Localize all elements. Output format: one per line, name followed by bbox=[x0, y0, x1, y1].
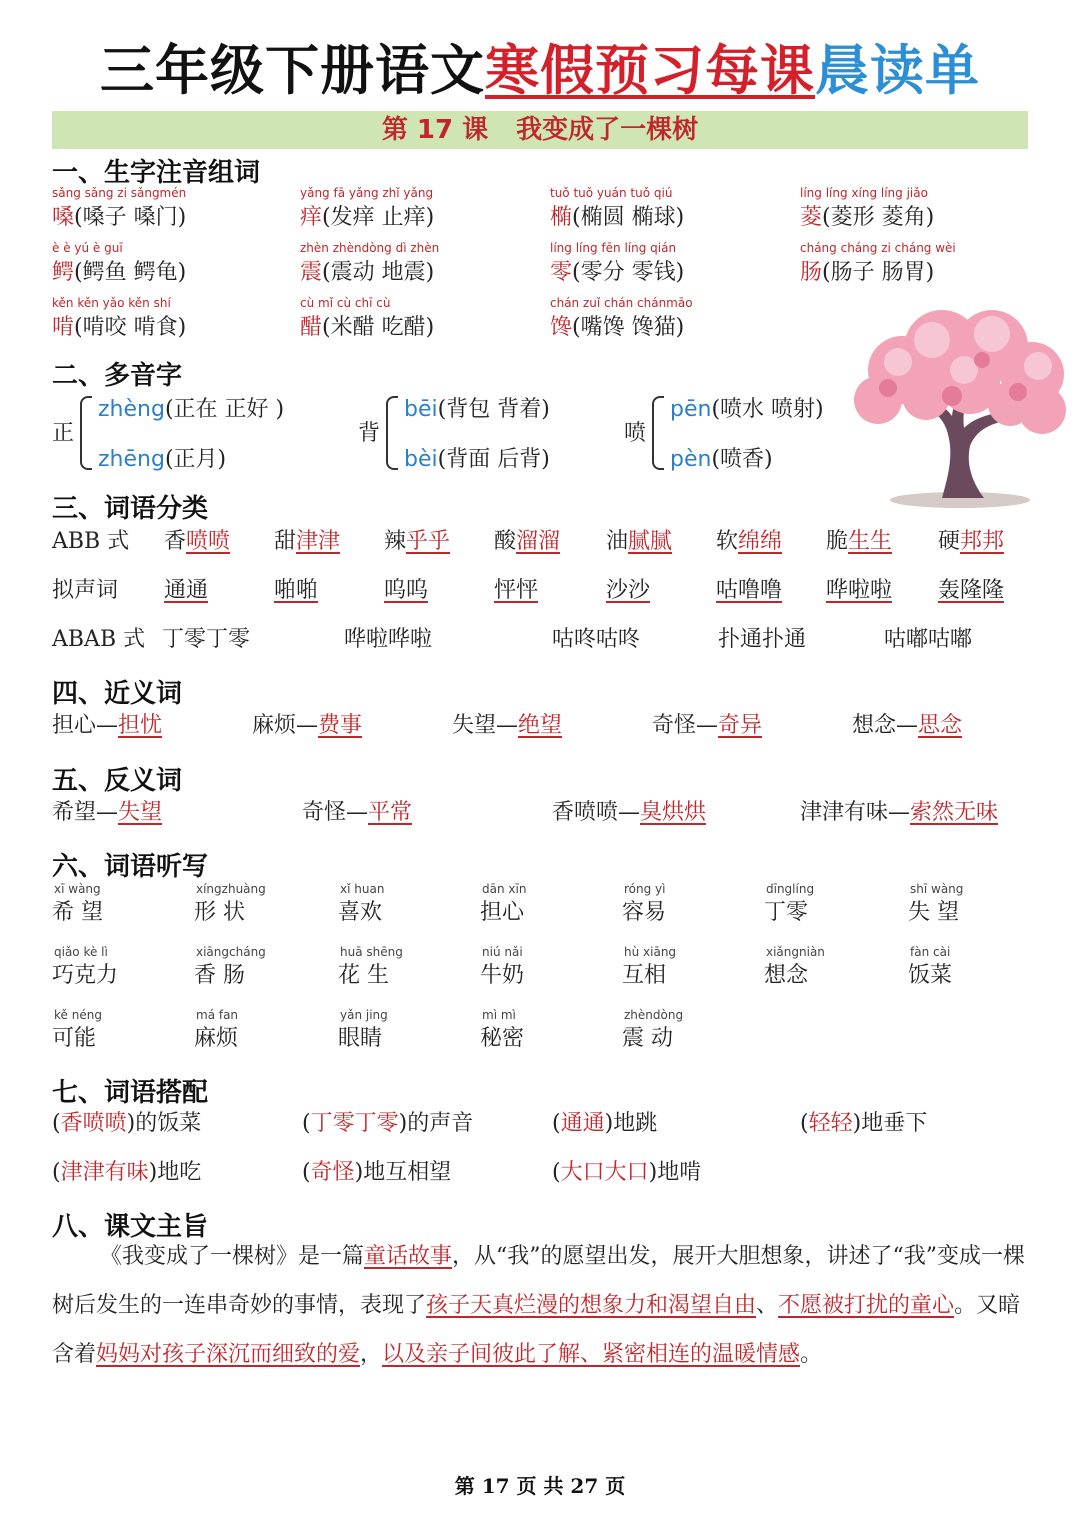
reading-1-pinyin: bēi bbox=[404, 397, 438, 422]
section-5-heading: 五、反义词 bbox=[52, 766, 183, 796]
title-part-3: 晨读单 bbox=[815, 39, 980, 102]
section-2-heading: 二、多音字 bbox=[52, 361, 183, 391]
pinyin-line: yǎng fā yǎng zhǐ yǎng bbox=[300, 186, 434, 200]
abb-word-prefix: 香 bbox=[164, 529, 187, 554]
character-words: (米醋 吃醋) bbox=[322, 315, 435, 340]
collocation-answer: 轻轻 bbox=[808, 1111, 853, 1136]
dictation-pinyin: qiǎo kè lì bbox=[54, 945, 108, 959]
title-part-2: 寒假预习每课 bbox=[485, 39, 815, 102]
open-paren: ( bbox=[552, 1160, 561, 1185]
pinyin-line: kěn kěn yǎo kěn shí bbox=[52, 296, 171, 310]
pair-answer: 思念 bbox=[918, 713, 963, 738]
dictation-word: 失 望 bbox=[908, 900, 959, 925]
abb-word-suffix: 喷喷 bbox=[186, 529, 231, 554]
collocation bbox=[52, 1106, 201, 1137]
reading-2 bbox=[98, 442, 226, 473]
character-entry bbox=[52, 200, 186, 231]
abb-word bbox=[274, 524, 340, 555]
abb-word-prefix: 辣 bbox=[384, 529, 407, 554]
section-8-heading: 八、课文主旨 bbox=[52, 1212, 209, 1242]
new-character: 零 bbox=[550, 260, 573, 285]
summary-highlight-4: 妈妈对孩子深沉而细致的爱 bbox=[96, 1342, 361, 1367]
character-words: (啃咬 啃食) bbox=[74, 315, 187, 340]
character-entry bbox=[300, 200, 434, 231]
dictation-pinyin: dīnglíng bbox=[766, 882, 815, 896]
close-paren: ) bbox=[148, 1160, 158, 1185]
abb-word-suffix: 腻腻 bbox=[628, 529, 673, 554]
character-entry bbox=[800, 255, 934, 286]
abb-word bbox=[826, 524, 892, 555]
pair-word: 香喷喷— bbox=[552, 800, 641, 825]
word-pair bbox=[552, 795, 706, 826]
character-entry bbox=[52, 255, 186, 286]
collocation bbox=[552, 1155, 701, 1186]
abb-word-prefix: 酸 bbox=[494, 529, 517, 554]
open-paren: ( bbox=[302, 1111, 311, 1136]
cherry-blossom-tree-icon bbox=[842, 300, 1072, 510]
character-words: (菱形 菱角) bbox=[822, 205, 935, 230]
section-3-heading: 三、词语分类 bbox=[52, 494, 209, 524]
pair-answer: 平常 bbox=[368, 800, 413, 825]
onomatopoeia-word: 沙沙 bbox=[606, 578, 651, 603]
dictation-word: 想念 bbox=[764, 963, 809, 988]
collocation-answer: 丁零丁零 bbox=[310, 1111, 399, 1136]
dictation-word: 牛奶 bbox=[480, 963, 525, 988]
section-4-heading: 四、近义词 bbox=[52, 679, 183, 709]
dictation-pinyin: xǐ huan bbox=[340, 882, 385, 896]
new-character: 肠 bbox=[800, 260, 823, 285]
onomatopoeia-word: 哗啦啦 bbox=[826, 578, 893, 603]
reading-2-pinyin: zhēng bbox=[98, 447, 165, 472]
dictation-word: 希 望 bbox=[52, 900, 103, 925]
abb-word bbox=[606, 524, 672, 555]
reading-2-pinyin: bèi bbox=[404, 447, 438, 472]
close-paren: ) bbox=[354, 1160, 364, 1185]
abb-word-suffix: 津津 bbox=[296, 529, 341, 554]
close-paren: ) bbox=[604, 1111, 614, 1136]
page-footer: 第 17 页 共 27 页 bbox=[454, 1474, 626, 1498]
abb-word-suffix: 溜溜 bbox=[516, 529, 561, 554]
pair-answer: 奇异 bbox=[718, 713, 763, 738]
dictation-word: 容易 bbox=[622, 900, 667, 925]
abab-word: 咕咚咕咚 bbox=[552, 627, 641, 652]
reading-2-words: (喷香) bbox=[711, 447, 773, 472]
dictation-word: 香 肠 bbox=[194, 963, 245, 988]
abb-word-suffix: 乎乎 bbox=[406, 529, 451, 554]
reading-1 bbox=[670, 392, 824, 423]
dictation-pinyin: hù xiāng bbox=[624, 945, 677, 959]
abb-word-suffix: 邦邦 bbox=[960, 529, 1005, 554]
summary-text-2: ，从“我”的愿望出发，展开大胆想象，讲述了“我”变成一棵树后发生的一连串奇妙的事情，表现了 bbox=[52, 1244, 1026, 1318]
character-words: (嗓子 嗓门) bbox=[74, 205, 187, 230]
dictation-pinyin: xiāngcháng bbox=[196, 945, 266, 959]
collocation bbox=[800, 1106, 927, 1137]
dictation-word: 巧克力 bbox=[52, 963, 119, 988]
abb-word bbox=[716, 524, 782, 555]
lesson-name: 我变成了一棵树 bbox=[516, 115, 699, 145]
dictation-pinyin: zhèndòng bbox=[624, 1008, 684, 1022]
abb-word bbox=[494, 524, 560, 555]
new-character: 震 bbox=[300, 260, 323, 285]
summary-text-6: 。 bbox=[800, 1342, 823, 1367]
collocation-text: 地互相望 bbox=[363, 1160, 452, 1185]
new-character: 菱 bbox=[800, 205, 823, 230]
open-paren: ( bbox=[52, 1111, 61, 1136]
collocation-text: 的饭菜 bbox=[135, 1111, 202, 1136]
dictation-word: 喜欢 bbox=[338, 900, 383, 925]
pair-answer: 失望 bbox=[118, 800, 163, 825]
summary-highlight-1: 童话故事 bbox=[364, 1244, 453, 1269]
character-entry bbox=[550, 255, 684, 286]
abb-word-prefix: 甜 bbox=[274, 529, 297, 554]
abb-word-prefix: 软 bbox=[716, 529, 739, 554]
collocation-text: 地吃 bbox=[157, 1160, 202, 1185]
new-character: 醋 bbox=[300, 315, 323, 340]
collocation-answer: 香喷喷 bbox=[60, 1111, 127, 1136]
abb-word bbox=[938, 524, 1004, 555]
collocation-answer: 津津有味 bbox=[60, 1160, 149, 1185]
dictation-word: 震 动 bbox=[622, 1026, 673, 1051]
character-words: (嘴馋 馋猫) bbox=[572, 315, 685, 340]
onomatopoeia-word: 怦怦 bbox=[494, 578, 539, 603]
abb-label: ABB 式 bbox=[52, 529, 130, 554]
reading-1-pinyin: pēn bbox=[670, 397, 712, 422]
section-1-heading: 一、生字注音组词 bbox=[52, 158, 261, 188]
word-pair bbox=[52, 795, 162, 826]
reading-2-words: (背面 后背) bbox=[437, 447, 550, 472]
onomatopoeia-word: 通通 bbox=[164, 578, 209, 603]
word-pair bbox=[800, 795, 998, 826]
onomatopoeia-word: 咕噜噜 bbox=[716, 578, 783, 603]
character-words: (椭圆 椭球) bbox=[572, 205, 685, 230]
reading-1-words: (正在 正好 ) bbox=[164, 397, 285, 422]
pair-answer: 担忧 bbox=[118, 713, 163, 738]
reading-2-pinyin: pèn bbox=[670, 447, 712, 472]
new-character: 鳄 bbox=[52, 260, 75, 285]
brace-shape bbox=[80, 396, 92, 470]
word-pair bbox=[302, 795, 412, 826]
reading-1 bbox=[98, 392, 284, 423]
dictation-pinyin: xiǎngniàn bbox=[766, 945, 825, 959]
reading-2-words: (正月) bbox=[164, 447, 227, 472]
character-words: (震动 地震) bbox=[322, 260, 435, 285]
page-title bbox=[0, 28, 1080, 105]
word-pair bbox=[52, 708, 162, 739]
pair-word: 津津有味— bbox=[800, 800, 911, 825]
reading-1-words: (喷水 喷射) bbox=[711, 397, 824, 422]
dictation-word: 花 生 bbox=[338, 963, 389, 988]
dictation-word: 互相 bbox=[622, 963, 667, 988]
summary-text-1: 《我变成了一棵树》是一篇 bbox=[100, 1244, 365, 1269]
pinyin-line: líng líng fēn líng qián bbox=[550, 241, 677, 255]
dictation-pinyin: huā shēng bbox=[340, 945, 403, 959]
dictation-word: 麻烦 bbox=[194, 1026, 239, 1051]
dictation-pinyin: xī wàng bbox=[54, 882, 101, 896]
character-words: (发痒 止痒) bbox=[322, 205, 435, 230]
pair-word: 希望— bbox=[52, 800, 119, 825]
character-entry bbox=[300, 255, 434, 286]
pair-word: 麻烦— bbox=[252, 713, 319, 738]
collocation-answer: 通通 bbox=[560, 1111, 605, 1136]
onomatopoeia-word: 啪啪 bbox=[274, 578, 319, 603]
pinyin-line: cháng cháng zi cháng wèi bbox=[800, 241, 956, 255]
collocation-text: 地跳 bbox=[613, 1111, 658, 1136]
onomatopoeia-word: 呜呜 bbox=[384, 578, 429, 603]
lesson-bar bbox=[52, 111, 1028, 149]
pinyin-line: è è yú è guī bbox=[52, 241, 123, 255]
dictation-word: 饭菜 bbox=[908, 963, 953, 988]
pair-answer: 臭烘烘 bbox=[640, 800, 707, 825]
collocation-answer: 奇怪 bbox=[310, 1160, 355, 1185]
dictation-pinyin: róng yì bbox=[624, 882, 666, 896]
dictation-pinyin: xíngzhuàng bbox=[196, 882, 266, 896]
onomatopoeia-word: 轰隆隆 bbox=[938, 578, 1005, 603]
summary-text-5: ， bbox=[360, 1342, 383, 1367]
character-words: (鳄鱼 鳄龟) bbox=[74, 260, 187, 285]
polyphone-character: 喷 bbox=[624, 421, 647, 446]
abab-word: 扑通扑通 bbox=[718, 627, 807, 652]
summary-highlight-3: 不愿被打扰的童心 bbox=[778, 1293, 955, 1318]
collocation bbox=[302, 1155, 451, 1186]
word-pair bbox=[652, 708, 762, 739]
collocation bbox=[552, 1106, 657, 1137]
summary-text-3: 、 bbox=[756, 1293, 779, 1318]
pinyin-line: sǎng sǎng zi sǎngmén bbox=[52, 186, 187, 200]
new-character: 嗓 bbox=[52, 205, 75, 230]
close-paren: ) bbox=[398, 1111, 408, 1136]
collocation bbox=[52, 1155, 201, 1186]
polyphone-character: 正 bbox=[52, 421, 75, 446]
abb-word-suffix: 生生 bbox=[848, 529, 893, 554]
open-paren: ( bbox=[800, 1111, 809, 1136]
dictation-pinyin: dān xīn bbox=[482, 882, 527, 896]
onomatopoeia-label: 拟声词 bbox=[52, 578, 119, 603]
character-words: (零分 零钱) bbox=[572, 260, 685, 285]
dictation-word: 可能 bbox=[52, 1026, 97, 1051]
pair-word: 失望— bbox=[452, 713, 519, 738]
character-entry bbox=[800, 200, 934, 231]
dictation-pinyin: yǎn jing bbox=[340, 1008, 388, 1022]
section-6-heading: 六、词语听写 bbox=[52, 852, 209, 882]
close-paren: ) bbox=[852, 1111, 862, 1136]
polyphone-character: 背 bbox=[358, 421, 381, 446]
summary-paragraph bbox=[52, 1232, 1028, 1379]
pair-answer: 费事 bbox=[318, 713, 363, 738]
word-pair bbox=[852, 708, 962, 739]
section-7-heading: 七、词语搭配 bbox=[52, 1078, 209, 1108]
brace-shape bbox=[386, 396, 398, 470]
pinyin-line: chán zuǐ chán chánmāo bbox=[550, 296, 693, 310]
dictation-pinyin: mì mì bbox=[482, 1008, 516, 1022]
open-paren: ( bbox=[52, 1160, 61, 1185]
character-entry bbox=[550, 200, 684, 231]
abb-word bbox=[164, 524, 230, 555]
abb-word-prefix: 油 bbox=[606, 529, 629, 554]
pinyin-line: líng líng xíng líng jiǎo bbox=[800, 186, 928, 200]
reading-2 bbox=[404, 442, 550, 473]
dictation-pinyin: niú nǎi bbox=[482, 945, 523, 959]
open-paren: ( bbox=[302, 1160, 311, 1185]
pair-answer: 绝望 bbox=[518, 713, 563, 738]
lesson-number: 第 17 课 bbox=[381, 115, 489, 145]
collocation-text: 的声音 bbox=[407, 1111, 474, 1136]
abab-label: ABAB 式 bbox=[52, 627, 146, 652]
title-part-1: 三年级下册语文 bbox=[100, 39, 485, 102]
reading-1 bbox=[404, 392, 550, 423]
brace-shape bbox=[652, 396, 664, 470]
abab-word: 咕嘟咕嘟 bbox=[884, 627, 973, 652]
dictation-word: 丁零 bbox=[764, 900, 809, 925]
reading-1-pinyin: zhèng bbox=[98, 397, 165, 422]
close-paren: ) bbox=[648, 1160, 658, 1185]
new-character: 椭 bbox=[550, 205, 573, 230]
abab-word: 哗啦哗啦 bbox=[344, 627, 433, 652]
abb-word-prefix: 脆 bbox=[826, 529, 849, 554]
dictation-pinyin: kě néng bbox=[54, 1008, 102, 1022]
dictation-pinyin: má fan bbox=[196, 1008, 239, 1022]
character-words: (肠子 肠胃) bbox=[822, 260, 935, 285]
character-entry bbox=[300, 310, 434, 341]
abb-word bbox=[384, 524, 450, 555]
dictation-pinyin: fàn cài bbox=[910, 945, 951, 959]
dictation-pinyin: shī wàng bbox=[910, 882, 964, 896]
collocation-answer: 大口大口 bbox=[560, 1160, 649, 1185]
collocation-text: 地垂下 bbox=[861, 1111, 928, 1136]
reading-1-words: (背包 背着) bbox=[437, 397, 550, 422]
pinyin-line: cù mǐ cù chī cù bbox=[300, 296, 391, 310]
collocation-text: 地啃 bbox=[657, 1160, 702, 1185]
character-entry bbox=[52, 310, 186, 341]
abb-word-suffix: 绵绵 bbox=[738, 529, 783, 554]
new-character: 啃 bbox=[52, 315, 75, 340]
summary-text-4: 。又暗含着 bbox=[52, 1293, 1021, 1367]
open-paren: ( bbox=[552, 1111, 561, 1136]
pair-word: 担心— bbox=[52, 713, 119, 738]
dictation-word: 形 状 bbox=[194, 900, 245, 925]
new-character: 痒 bbox=[300, 205, 323, 230]
dictation-word: 秘密 bbox=[480, 1026, 525, 1051]
summary-highlight-5: 以及亲子间彼此了解、紧密相连的温暖情感 bbox=[382, 1342, 801, 1367]
pinyin-line: tuǒ tuǒ yuán tuǒ qiú bbox=[550, 186, 673, 200]
reading-2 bbox=[670, 442, 773, 473]
dictation-word: 眼睛 bbox=[338, 1026, 383, 1051]
collocation bbox=[302, 1106, 473, 1137]
pair-answer: 索然无味 bbox=[910, 800, 999, 825]
abab-word: 丁零丁零 bbox=[162, 627, 251, 652]
word-pair bbox=[452, 708, 562, 739]
abb-word-prefix: 硬 bbox=[938, 529, 961, 554]
pair-word: 奇怪— bbox=[652, 713, 719, 738]
word-pair bbox=[252, 708, 362, 739]
character-entry bbox=[550, 310, 684, 341]
dictation-word: 担心 bbox=[480, 900, 525, 925]
summary-highlight-2: 孩子天真烂漫的想象力和渴望自由 bbox=[426, 1293, 757, 1318]
pair-word: 想念— bbox=[852, 713, 919, 738]
pair-word: 奇怪— bbox=[302, 800, 369, 825]
pinyin-line: zhèn zhèndòng dì zhèn bbox=[300, 241, 440, 255]
close-paren: ) bbox=[126, 1111, 136, 1136]
new-character: 馋 bbox=[550, 315, 573, 340]
